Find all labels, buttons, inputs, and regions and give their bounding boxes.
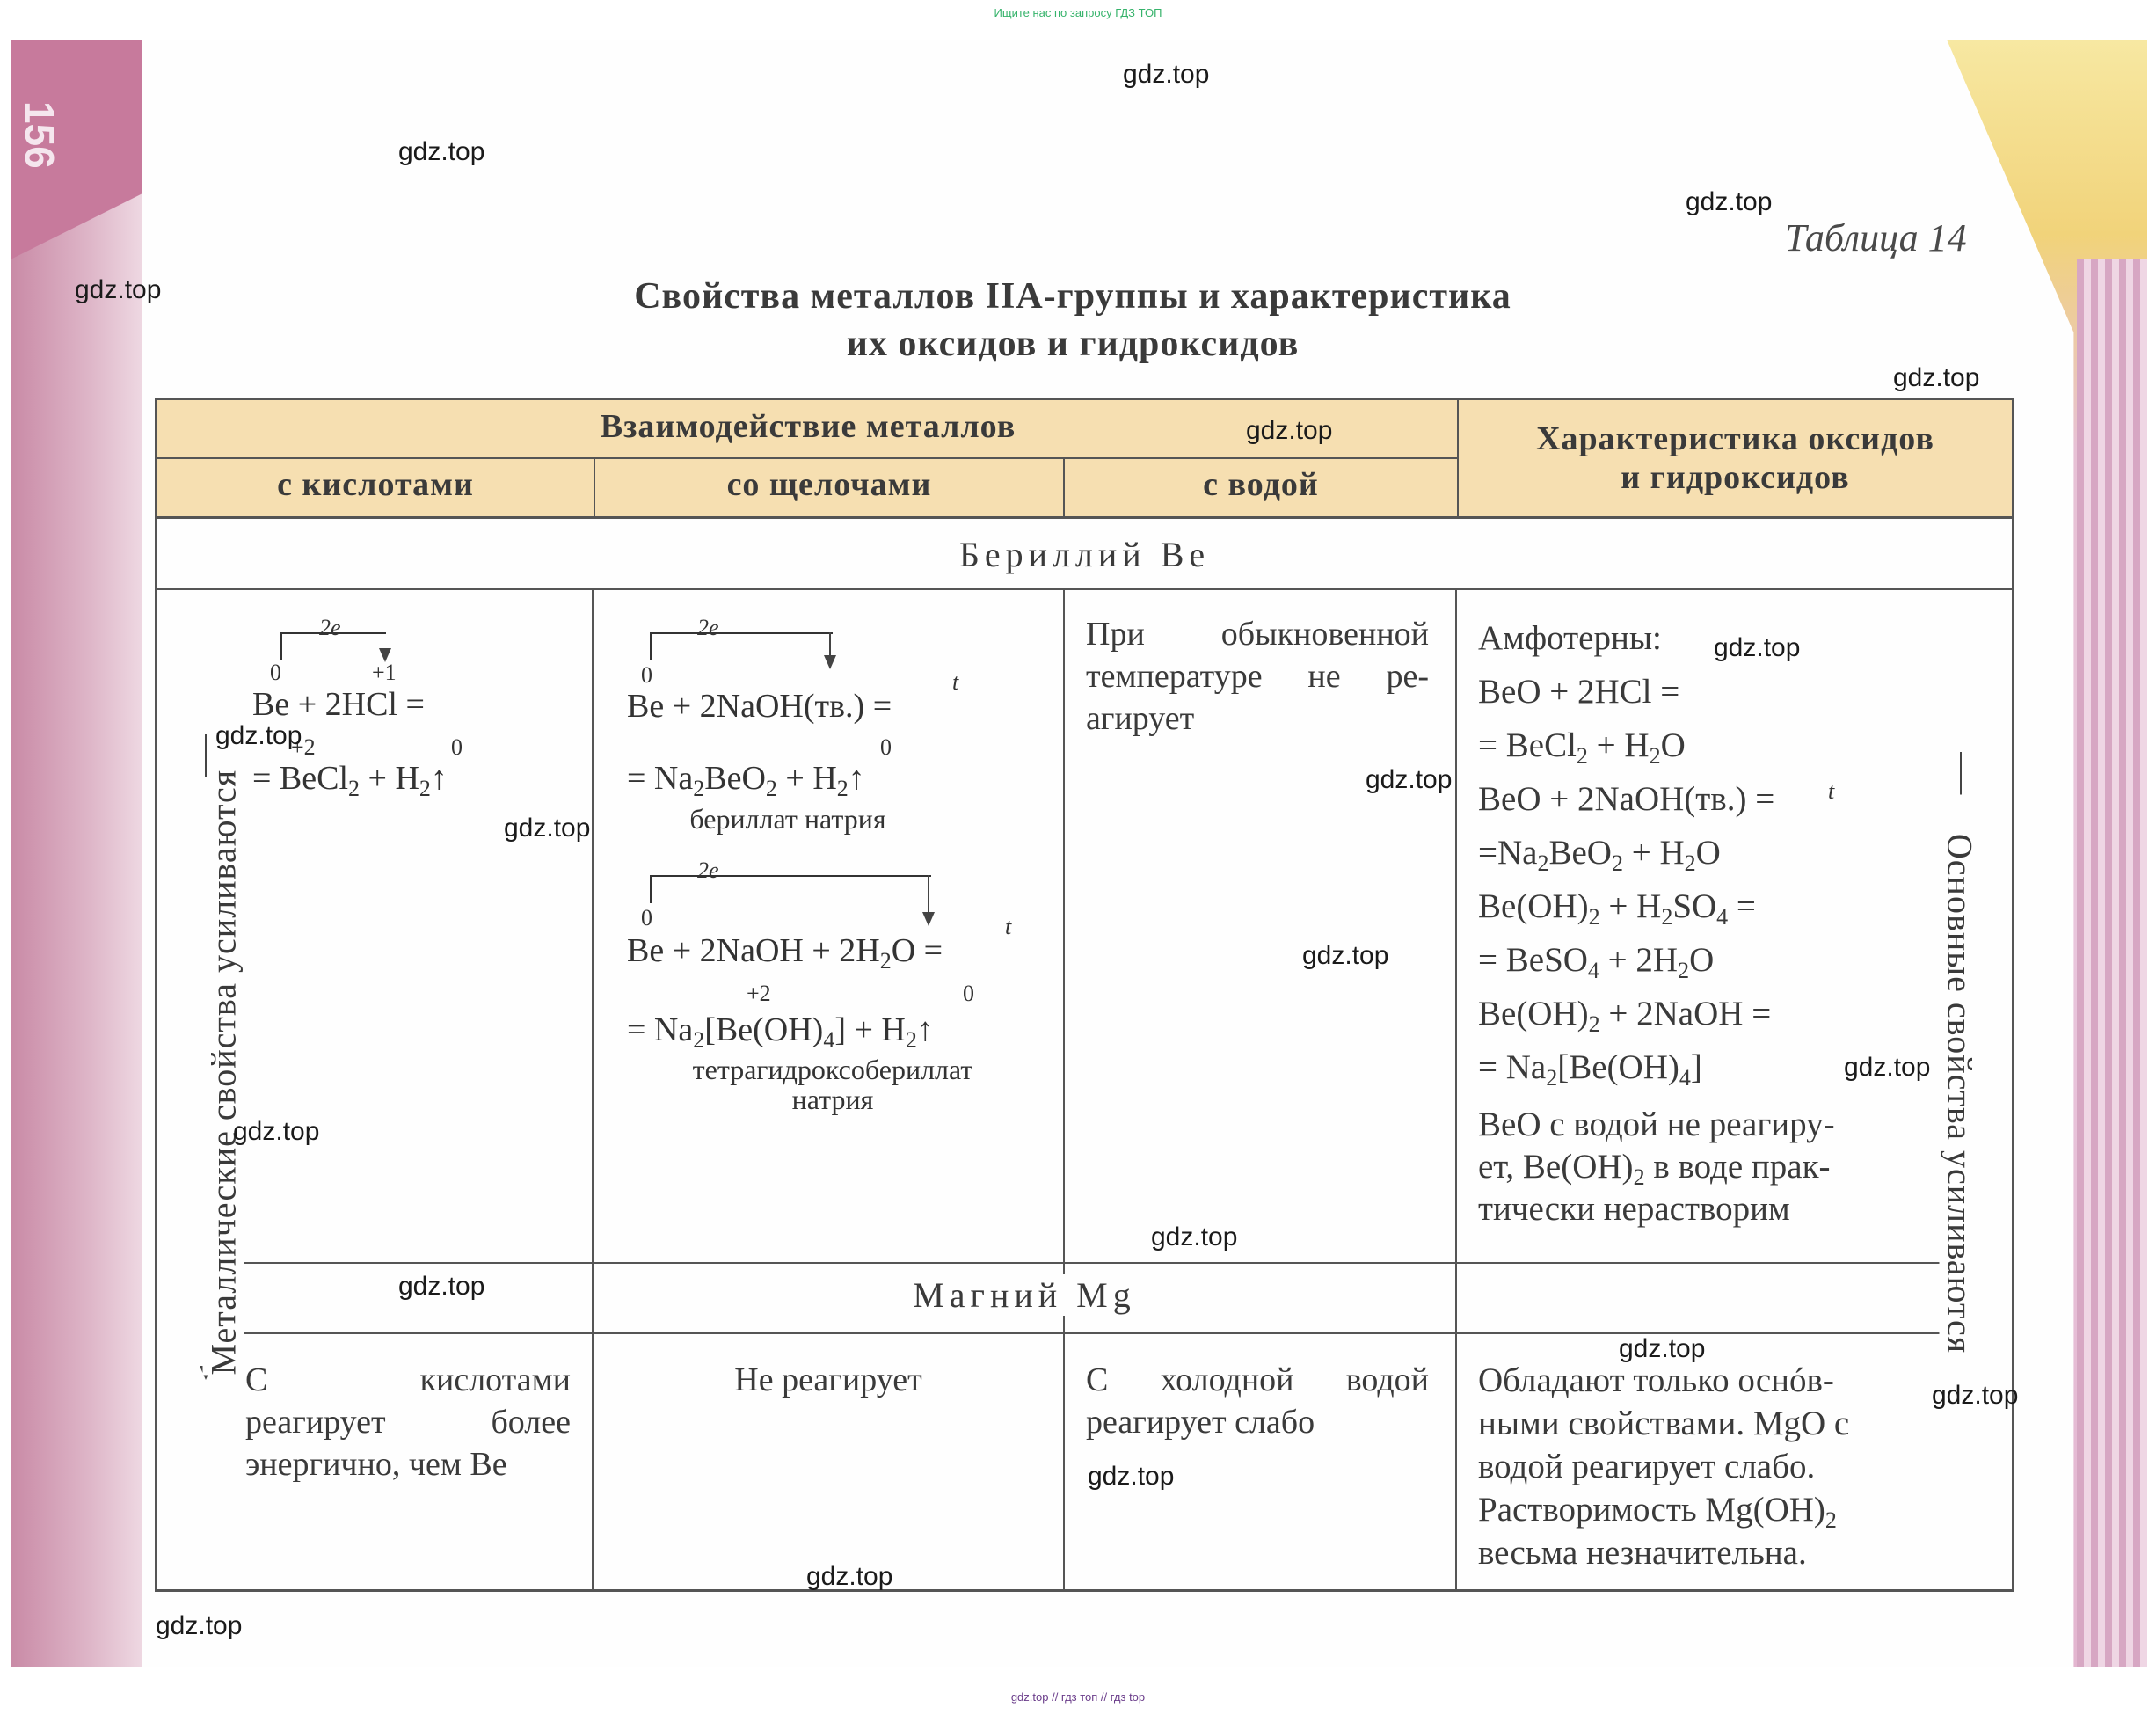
watermark: gdz.top: [1844, 1053, 1931, 1082]
be-oxides-line-3: = BeCl$_2$ + $H_2O$: [1478, 726, 1686, 769]
header-oxides-line-1: Характеристика оксидов: [1536, 420, 1934, 457]
watermark: gdz.top: [75, 275, 162, 304]
be-oxides-line-1: Амфотерны:: [1478, 619, 1662, 657]
be-oxides-cell: [1478, 611, 1935, 1094]
be-acid-ox-h: +1: [372, 660, 397, 685]
mg-oxides-line-2: ными свойствами. MgO с: [1478, 1405, 1850, 1442]
be-oxides-water-line-1: BeO с водой не реагиру-: [1478, 1106, 1835, 1143]
mg-oxides-line-1: Обладают только оснóв-: [1478, 1361, 1834, 1399]
watermark: gdz.top: [1151, 1222, 1238, 1252]
be-alkali-ox-2b: +2: [747, 981, 771, 1006]
mg-alkalis-text: Не реагирует: [734, 1361, 922, 1398]
section-magnesium: Магний Mg: [594, 1274, 1455, 1316]
watermark: gdz.top: [1714, 633, 1801, 662]
be-oxides-temp: t: [1828, 778, 1835, 804]
be-alkali-temp-1: t: [952, 669, 959, 695]
mg-oxides-line-4: Растворимость $Mg(OH)_2$: [1478, 1491, 1837, 1533]
be-oxides-line-6: $Be(OH)_2 + H_2SO_4$ =: [1478, 887, 1756, 930]
mg-oxides-line-3: водой реагирует слабо.: [1478, 1448, 1816, 1485]
be-water-text: При обыкновенной температуре не ре- агирует: [1086, 616, 1429, 737]
be-alkali-note-2b: натрия: [791, 1084, 874, 1115]
header-bottom: [157, 516, 2012, 519]
be-alkali-electrons-2: 2e: [697, 858, 719, 883]
watermark: gdz.top: [156, 1611, 243, 1640]
alkali-electron-bracket-2: [650, 875, 931, 903]
watermark: gdz.top: [1088, 1462, 1175, 1491]
be-alkali-note-2: [595, 1055, 1070, 1114]
title-line-1: Свойства металлов IIA-группы и характеристика: [634, 276, 1511, 317]
watermark: gdz.top: [1686, 187, 1773, 216]
header-acids: с кислотами: [277, 466, 474, 503]
be-acid-ox-be-product: +2: [291, 734, 316, 760]
alkali-arrow-2-head: [922, 912, 935, 926]
be-oxides-water-line-2: ет, $Be(OH)_2$ в воде прак-: [1478, 1148, 1831, 1190]
table-label: Таблица 14: [1785, 216, 1967, 259]
alkali-arrow-2-line: [928, 875, 929, 916]
beryllium-row-bottom: [157, 588, 2012, 590]
page-number: 156: [17, 101, 62, 169]
mg-oxides-cell: [1478, 1359, 1900, 1574]
be-alkali-ox-1b: 0: [880, 734, 892, 760]
mg-water-text: С холодной водой реагирует слабо: [1086, 1361, 1429, 1441]
header-divider: [157, 457, 1459, 459]
be-acid-equation-1: Be + 2HCl =: [252, 686, 425, 723]
be-oxides-water-line-3: тически нерастворим: [1478, 1190, 1790, 1228]
watermark: gdz.top: [215, 721, 302, 750]
watermark: gdz.top: [233, 1117, 320, 1146]
be-alkali-equation-2b: = $Na_2[Be(OH)_4]$ + $H_2↑$: [627, 1011, 934, 1053]
mg-oxides-line-5: весьма незначительна.: [1478, 1534, 1807, 1572]
mg-acids-text: С кислотами реагирует более энергично, чем Be: [245, 1361, 571, 1483]
be-alkali-equation-2a-text: Be + 2NaOH + 2H: [627, 932, 880, 969]
watermark: gdz.top: [1366, 765, 1453, 794]
be-alkali-ox-2: 0: [641, 905, 652, 930]
be-oxides-line-8: $Be(OH)_2$ + 2NaOH =: [1478, 995, 1772, 1037]
right-side-label: Основные свойства усиливаются: [1940, 795, 1981, 1393]
watermark: gdz.top: [1302, 941, 1389, 970]
title-line-2: их оксидов и гидроксидов: [846, 324, 1300, 364]
be-alkali-temp-2: t: [1005, 914, 1012, 939]
be-alkali-note-1: бериллат натрия: [689, 803, 886, 835]
be-alkali-electrons-1: 2e: [697, 615, 719, 640]
bottom-banner[interactable]: gdz.top // гдз топ // гдз top: [1010, 1690, 1146, 1704]
be-oxides-line-5: $=Na_2BeO_2 + H_2O$: [1478, 834, 1721, 876]
be-alkali-equation-1b: = $Na_2BeO_2$ + $H_2↑$: [627, 760, 865, 801]
body-col-divider-1: [592, 590, 594, 1591]
be-alkali-ox-2c: 0: [963, 981, 974, 1006]
be-alkali-note-2a: тетрагидроксобериллат: [692, 1054, 973, 1085]
watermark: gdz.top: [398, 1272, 485, 1301]
properties-table: [155, 398, 2014, 1592]
watermark: gdz.top: [1893, 363, 1980, 392]
watermark: gdz.top: [398, 137, 485, 166]
header-interaction: Взаимодействие металлов: [600, 408, 1016, 445]
watermark: gdz.top: [1246, 416, 1333, 445]
watermark: gdz.top: [1123, 60, 1210, 89]
be-oxides-line-2: BeO + 2HCl =: [1478, 673, 1680, 711]
watermark: gdz.top: [1619, 1334, 1706, 1363]
be-oxides-line-9: = $Na_2[Be(OH)_4]$: [1478, 1048, 1702, 1091]
header-oxides: [1459, 420, 2012, 497]
header-alkalis: со щелочами: [726, 466, 932, 503]
table-title: [528, 273, 1618, 368]
left-side-label: Металлические свойства усиливаются: [203, 769, 244, 1376]
header-oxides-line-2: и гидроксидов: [1621, 459, 1850, 496]
page-edge-stripes: [2077, 259, 2147, 1667]
watermark: gdz.top: [504, 814, 591, 843]
body-col-divider-3: [1455, 590, 1457, 1591]
alkali-arrow-1-head: [824, 655, 836, 669]
be-acid-ox-be: 0: [270, 660, 281, 685]
watermark: gdz.top: [1932, 1381, 2019, 1410]
be-acid-ox-h-product: 0: [451, 734, 463, 760]
alkali-electron-bracket-1: [650, 632, 833, 660]
mg-oxides-line-4-text: Растворимость Mg(OH): [1478, 1491, 1825, 1529]
top-banner[interactable]: Ищите нас по запросу ГДЗ ТОП: [994, 6, 1162, 19]
be-oxides-line-7: = BeSO$_4$ + $2H_2O$: [1478, 941, 1715, 983]
be-oxides-line-4: BeO + 2NaOH(тв.) =: [1478, 780, 1775, 818]
be-alkali-equation-2a: Be + 2NaOH + $2H_2O$ =: [627, 932, 943, 974]
section-beryllium: Бериллий Be: [958, 535, 1211, 574]
watermark: gdz.top: [806, 1562, 893, 1591]
be-oxides-water-note: [1478, 1104, 1900, 1230]
be-acid-equation-2: = BeCl$_2$ + $H_2↑$: [252, 760, 448, 801]
header-water: с водой: [1203, 466, 1319, 503]
be-alkali-ox-1: 0: [641, 662, 652, 688]
be-alkali-equation-1a: Be + 2NaOH(тв.) =: [627, 688, 892, 725]
magnesium-row-top: [228, 1262, 1942, 1264]
be-acid-electrons: 2e: [319, 615, 341, 640]
